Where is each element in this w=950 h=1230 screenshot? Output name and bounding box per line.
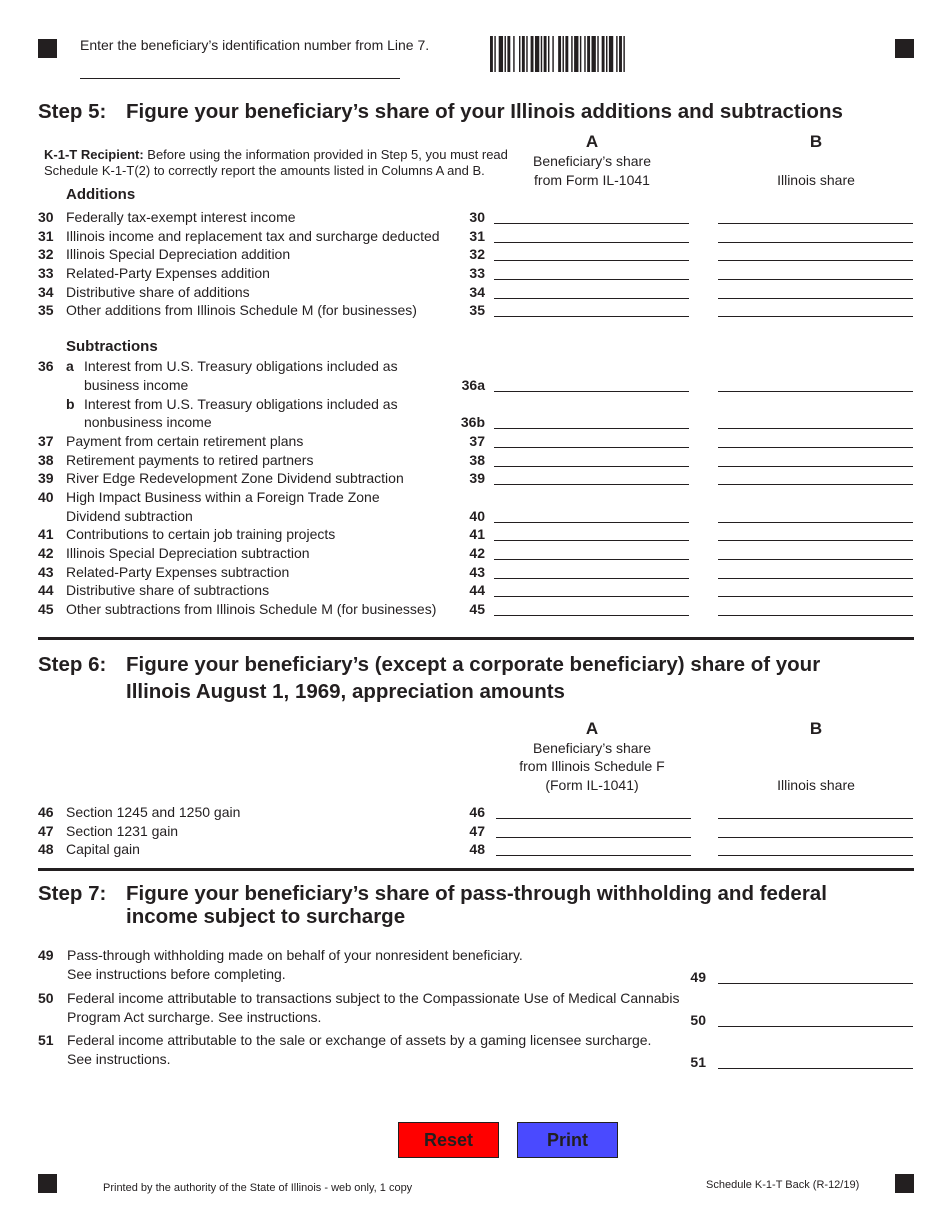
line-30-ref: 30 <box>469 209 485 225</box>
line-44-col-a-field[interactable] <box>494 580 689 597</box>
line-36a-label-1: Interest from U.S. Treasury obligations included as <box>84 358 398 374</box>
line-37-col-b-field[interactable] <box>718 431 913 448</box>
line-41-col-b-field[interactable] <box>718 524 913 541</box>
line-49-label-1: Pass-through withholding made on behalf of your nonresident beneficiary. <box>67 947 523 963</box>
line-46-ref: 46 <box>469 804 485 820</box>
line-47-number: 47 <box>38 823 54 839</box>
line-49-ref: 49 <box>690 969 706 985</box>
footer-authority: Printed by the authority of the State of Illinois - web only, 1 copy <box>103 1182 413 1194</box>
line-47-ref: 47 <box>469 823 485 839</box>
line-36b-label-2: nonbusiness income <box>84 414 212 430</box>
step5-col-b-label: Illinois share <box>777 172 855 188</box>
line-43-label: Related-Party Expenses subtraction <box>66 564 290 580</box>
line-36-number: 36 <box>38 358 54 374</box>
step7-title-1: Figure your beneficiary’s share of pass-through withholding and federal <box>126 882 827 905</box>
line-33-label: Related-Party Expenses addition <box>66 265 270 281</box>
line-42-number: 42 <box>38 545 54 561</box>
step5-col-a-line2: from Form IL-1041 <box>534 172 650 188</box>
subtractions-heading: Subtractions <box>66 338 158 355</box>
line-38-col-b-field[interactable] <box>718 450 913 467</box>
line-40-number: 40 <box>38 489 54 505</box>
line-44-number: 44 <box>38 582 54 598</box>
line-43-ref: 43 <box>469 564 485 580</box>
line-48-col-a-field[interactable] <box>496 839 691 856</box>
step5-label: Step 5: <box>38 100 107 123</box>
line-32-label: Illinois Special Depreciation addition <box>66 246 291 262</box>
step7-heading <box>38 881 827 907</box>
step6-col-b-letter: B <box>809 719 823 738</box>
line-44-ref: 44 <box>469 582 485 598</box>
note-line1: Before using the information provided in Step 5, you must read <box>143 147 508 162</box>
line-45-col-b-field[interactable] <box>718 599 913 616</box>
line-41-col-a-field[interactable] <box>494 524 689 541</box>
line-36b-col-b-field[interactable] <box>718 412 913 429</box>
line-32-ref: 32 <box>469 246 485 262</box>
line-32-number: 32 <box>38 246 54 262</box>
line-50-field[interactable] <box>718 1010 913 1027</box>
line-50-label-2: Program Act surcharge. See instructions. <box>67 1009 322 1025</box>
line-32-col-b-field[interactable] <box>718 244 913 261</box>
line-31-col-b-field[interactable] <box>718 226 913 243</box>
line-36a-letter: a <box>66 358 74 374</box>
line-51-ref: 51 <box>690 1054 706 1070</box>
line-36a-col-a-field[interactable] <box>494 375 689 392</box>
line-34-number: 34 <box>38 284 54 300</box>
line-35-ref: 35 <box>469 302 485 318</box>
line-35-col-b-field[interactable] <box>718 300 913 317</box>
line-34-label: Distributive share of additions <box>66 284 250 300</box>
barcode <box>490 36 688 72</box>
line-42-col-a-field[interactable] <box>494 543 689 560</box>
step5-col-a-letter: A <box>585 132 599 151</box>
line-34-col-b-field[interactable] <box>718 282 913 299</box>
step5-divider <box>38 637 914 640</box>
line-50-number: 50 <box>38 990 54 1006</box>
reset-button[interactable]: Reset <box>398 1122 499 1158</box>
line-47-col-a-field[interactable] <box>496 821 691 838</box>
line-36b-ref: 36b <box>460 414 485 430</box>
registration-mark-top-left <box>38 39 57 58</box>
line-44-label: Distributive share of subtractions <box>66 582 270 598</box>
line-48-ref: 48 <box>469 841 485 857</box>
line-34-ref: 34 <box>469 284 485 300</box>
line-33-col-b-field[interactable] <box>718 263 913 280</box>
line-36b-letter: b <box>66 396 75 412</box>
line-30-number: 30 <box>38 209 54 225</box>
line-42-col-b-field[interactable] <box>718 543 913 560</box>
line-40-label-1: High Impact Business within a Foreign Trade Zone <box>66 489 380 505</box>
step5-col-a-line1: Beneficiary’s share <box>532 153 652 169</box>
line-41-label: Contributions to certain job training projects <box>66 526 336 542</box>
additions-heading: Additions <box>66 186 136 203</box>
line-45-number: 45 <box>38 601 54 617</box>
step5-col-b-letter: B <box>809 132 823 151</box>
line-49-number: 49 <box>38 947 54 963</box>
line-40-label-2: Dividend subtraction <box>66 508 193 524</box>
line-34-col-a-field[interactable] <box>494 282 689 299</box>
line-31-number: 31 <box>38 228 54 244</box>
line-51-label-1: Federal income attributable to the sale or exchange of assets by a gaming licensee surcharge. <box>67 1032 652 1048</box>
step6-divider <box>38 868 914 871</box>
step6-col-a-line3: (Form IL-1041) <box>545 777 639 793</box>
note-line2: Schedule K-1-T(2) to correctly report the amounts listed in Columns A and B. <box>44 163 485 178</box>
step6-col-a-line1: Beneficiary’s share <box>532 740 652 756</box>
line-51-label-2: See instructions. <box>67 1051 171 1067</box>
step6-col-a-line2: from Illinois Schedule F <box>519 758 665 774</box>
line-38-label: Retirement payments to retired partners <box>66 452 314 468</box>
line-49-label-2: See instructions before completing. <box>67 966 286 982</box>
line-48-number: 48 <box>38 841 54 857</box>
line-36a-col-b-field[interactable] <box>718 375 913 392</box>
step5-heading <box>38 99 843 125</box>
line-45-ref: 45 <box>469 601 485 617</box>
line-46-col-a-field[interactable] <box>496 802 691 819</box>
line-47-col-b-field[interactable] <box>718 821 913 838</box>
line-51-field[interactable] <box>718 1052 913 1069</box>
step6-label: Step 6: <box>38 653 107 676</box>
line-38-number: 38 <box>38 452 54 468</box>
line-42-ref: 42 <box>469 545 485 561</box>
line-36b-col-a-field[interactable] <box>494 412 689 429</box>
line-38-col-a-field[interactable] <box>494 450 689 467</box>
line-37-col-a-field[interactable] <box>494 431 689 448</box>
line-41-number: 41 <box>38 526 54 542</box>
line-51-number: 51 <box>38 1032 54 1048</box>
line-40-ref: 40 <box>469 508 485 524</box>
line-43-col-a-field[interactable] <box>494 562 689 579</box>
line-50-ref: 50 <box>690 1012 706 1028</box>
line-44-col-b-field[interactable] <box>718 580 913 597</box>
line-46-number: 46 <box>38 804 54 820</box>
line-43-number: 43 <box>38 564 54 580</box>
line-31-col-a-field[interactable] <box>494 226 689 243</box>
line-45-col-a-field[interactable] <box>494 599 689 616</box>
line-30-label: Federally tax-exempt interest income <box>66 209 296 225</box>
line-30-col-a-field[interactable] <box>494 207 689 224</box>
step6-col-b-label: Illinois share <box>777 777 855 793</box>
line-35-number: 35 <box>38 302 54 318</box>
line-45-label: Other subtractions from Illinois Schedule M (for businesses) <box>66 601 437 617</box>
line-36b-label-1: Interest from U.S. Treasury obligations included as <box>84 396 398 412</box>
line-33-ref: 33 <box>469 265 485 281</box>
line-41-ref: 41 <box>469 526 485 542</box>
line-31-label: Illinois income and replacement tax and surcharge deducted <box>66 228 440 244</box>
line-43-col-b-field[interactable] <box>718 562 913 579</box>
registration-mark-top-right <box>895 39 914 58</box>
line-39-col-a-field[interactable] <box>494 468 689 485</box>
line-39-col-b-field[interactable] <box>718 468 913 485</box>
step6-title-2: Illinois August 1, 1969, appreciation amounts <box>126 680 565 703</box>
line-30-col-b-field[interactable] <box>718 207 913 224</box>
line-38-ref: 38 <box>469 452 485 468</box>
line-32-col-a-field[interactable] <box>494 244 689 261</box>
line-35-col-a-field[interactable] <box>494 300 689 317</box>
note-bold: K-1-T Recipient: <box>44 147 144 162</box>
line-49-field[interactable] <box>718 967 913 984</box>
k1t-recipient-note <box>44 147 514 179</box>
line-39-label: River Edge Redevelopment Zone Dividend subtraction <box>66 470 404 486</box>
line-46-col-b-field[interactable] <box>718 802 913 819</box>
registration-mark-bottom-left <box>38 1174 57 1193</box>
print-button[interactable]: Print <box>517 1122 618 1158</box>
step5-title: Figure your beneficiary’s share of your Illinois additions and subtractions <box>126 100 843 123</box>
line-40-col-b-field[interactable] <box>718 506 913 523</box>
line-48-label: Capital gain <box>66 841 140 857</box>
step6-heading <box>38 652 821 678</box>
step6-col-a-letter: A <box>585 719 599 738</box>
footer-form-id: Schedule K-1-T Back (R-12/19) <box>706 1179 860 1191</box>
line-36a-ref: 36a <box>461 377 485 393</box>
line-36a-label-2: business income <box>84 377 189 393</box>
line-37-number: 37 <box>38 433 54 449</box>
line-33-number: 33 <box>38 265 54 281</box>
line-48-col-b-field[interactable] <box>718 839 913 856</box>
line-39-ref: 39 <box>469 470 485 486</box>
line-46-label: Section 1245 and 1250 gain <box>66 804 241 820</box>
step6-title-1: Figure your beneficiary’s (except a corporate beneficiary) share of your <box>126 653 821 676</box>
id-instruction: Enter the beneficiary’s identification number from Line 7. <box>80 37 430 53</box>
line-39-number: 39 <box>38 470 54 486</box>
beneficiary-id-field[interactable] <box>80 62 400 79</box>
line-47-label: Section 1231 gain <box>66 823 179 839</box>
line-37-ref: 37 <box>469 433 485 449</box>
line-42-label: Illinois Special Depreciation subtraction <box>66 545 310 561</box>
step7-label: Step 7: <box>38 882 107 905</box>
line-35-label: Other additions from Illinois Schedule M (for businesses) <box>66 302 417 318</box>
line-31-ref: 31 <box>469 228 485 244</box>
registration-mark-bottom-right <box>895 1174 914 1193</box>
line-33-col-a-field[interactable] <box>494 263 689 280</box>
step7-title-2: income subject to surcharge <box>126 905 406 928</box>
line-37-label: Payment from certain retirement plans <box>66 433 304 449</box>
line-40-col-a-field[interactable] <box>494 506 689 523</box>
line-50-label-1: Federal income attributable to transactions subject to the Compassionate Use of Medical Cannabis <box>67 990 680 1006</box>
